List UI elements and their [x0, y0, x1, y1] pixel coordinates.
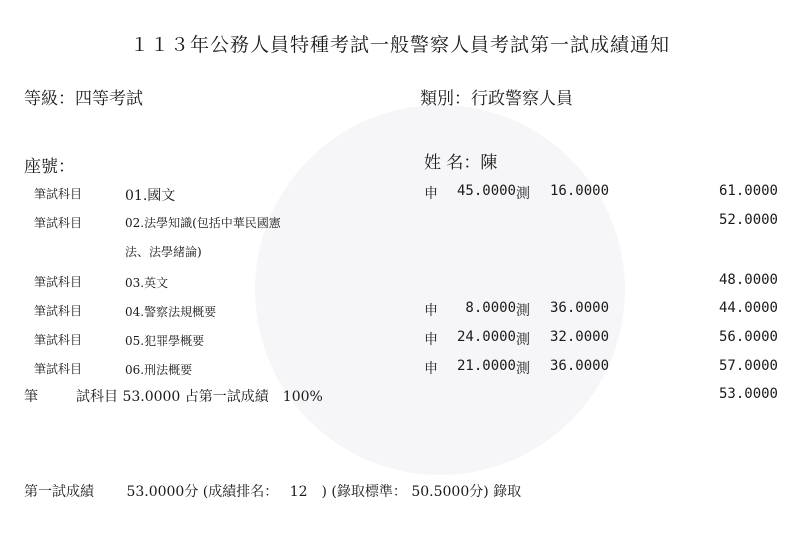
ce-label: 測: [516, 361, 530, 377]
shen-score: 45.0000: [456, 183, 516, 199]
ce-score: 36.0000: [550, 300, 610, 316]
subject-total: 52.0000: [718, 212, 778, 228]
ce-score: 16.0000: [550, 183, 610, 199]
subject-name: 02.法學知識(包括中華民國憲: [125, 216, 281, 230]
summary-total: 53.0000: [718, 386, 778, 402]
subject-name: 04.警察法規概要: [125, 305, 217, 319]
subject-label: 筆試科目: [34, 304, 83, 318]
subject-name: 05.犯罪學概要: [125, 334, 205, 348]
subject-label: 筆試科目: [34, 362, 83, 376]
subject-total: 57.0000: [718, 358, 778, 374]
ce-label: 測: [516, 303, 530, 319]
shen-label: 申: [424, 186, 438, 202]
exam-category: 類別：行政警察人員: [420, 89, 573, 109]
shen-score: 21.0000: [456, 358, 516, 374]
ce-label: 測: [516, 186, 530, 202]
subject-label: 筆試科目: [34, 333, 83, 347]
seat-label: 座號：: [24, 157, 75, 177]
candidate-name: 姓 名：陳: [424, 153, 498, 173]
shen-label: 申: [424, 361, 438, 377]
ce-score: 36.0000: [550, 358, 610, 374]
subject-name: 01.國文: [125, 188, 176, 204]
exam-level: 等級：四等考試: [24, 89, 143, 109]
subject-total: 56.0000: [718, 329, 778, 345]
subject-label: 筆試科目: [34, 275, 83, 289]
summary-bi: 筆: [24, 389, 38, 405]
subject-total: 44.0000: [718, 300, 778, 316]
first-stage-result: 第一試成績 53.0000分 (成績排名： 12 ) (錄取標準： 50.5000分) 錄取: [24, 484, 522, 500]
ce-label: 測: [516, 332, 530, 348]
subject-name: 03.英文: [125, 276, 169, 290]
shen-score: 24.0000: [456, 329, 516, 345]
shen-label: 申: [424, 303, 438, 319]
subject-name-cont: 法、法學緒論): [125, 245, 202, 259]
shen-label: 申: [424, 332, 438, 348]
ce-score: 32.0000: [550, 329, 610, 345]
shen-score: 8.0000: [465, 300, 516, 316]
subject-name: 06.刑法概要: [125, 363, 193, 377]
summary-text: 試科目 53.0000 占第一試成績 100%: [76, 389, 323, 405]
page-title: １１３年公務人員特種考試一般警察人員考試第一試成績通知: [129, 34, 670, 56]
subject-total: 48.0000: [718, 272, 778, 288]
subject-total: 61.0000: [718, 183, 778, 199]
subject-label: 筆試科目: [34, 216, 83, 230]
subject-label: 筆試科目: [34, 187, 83, 201]
